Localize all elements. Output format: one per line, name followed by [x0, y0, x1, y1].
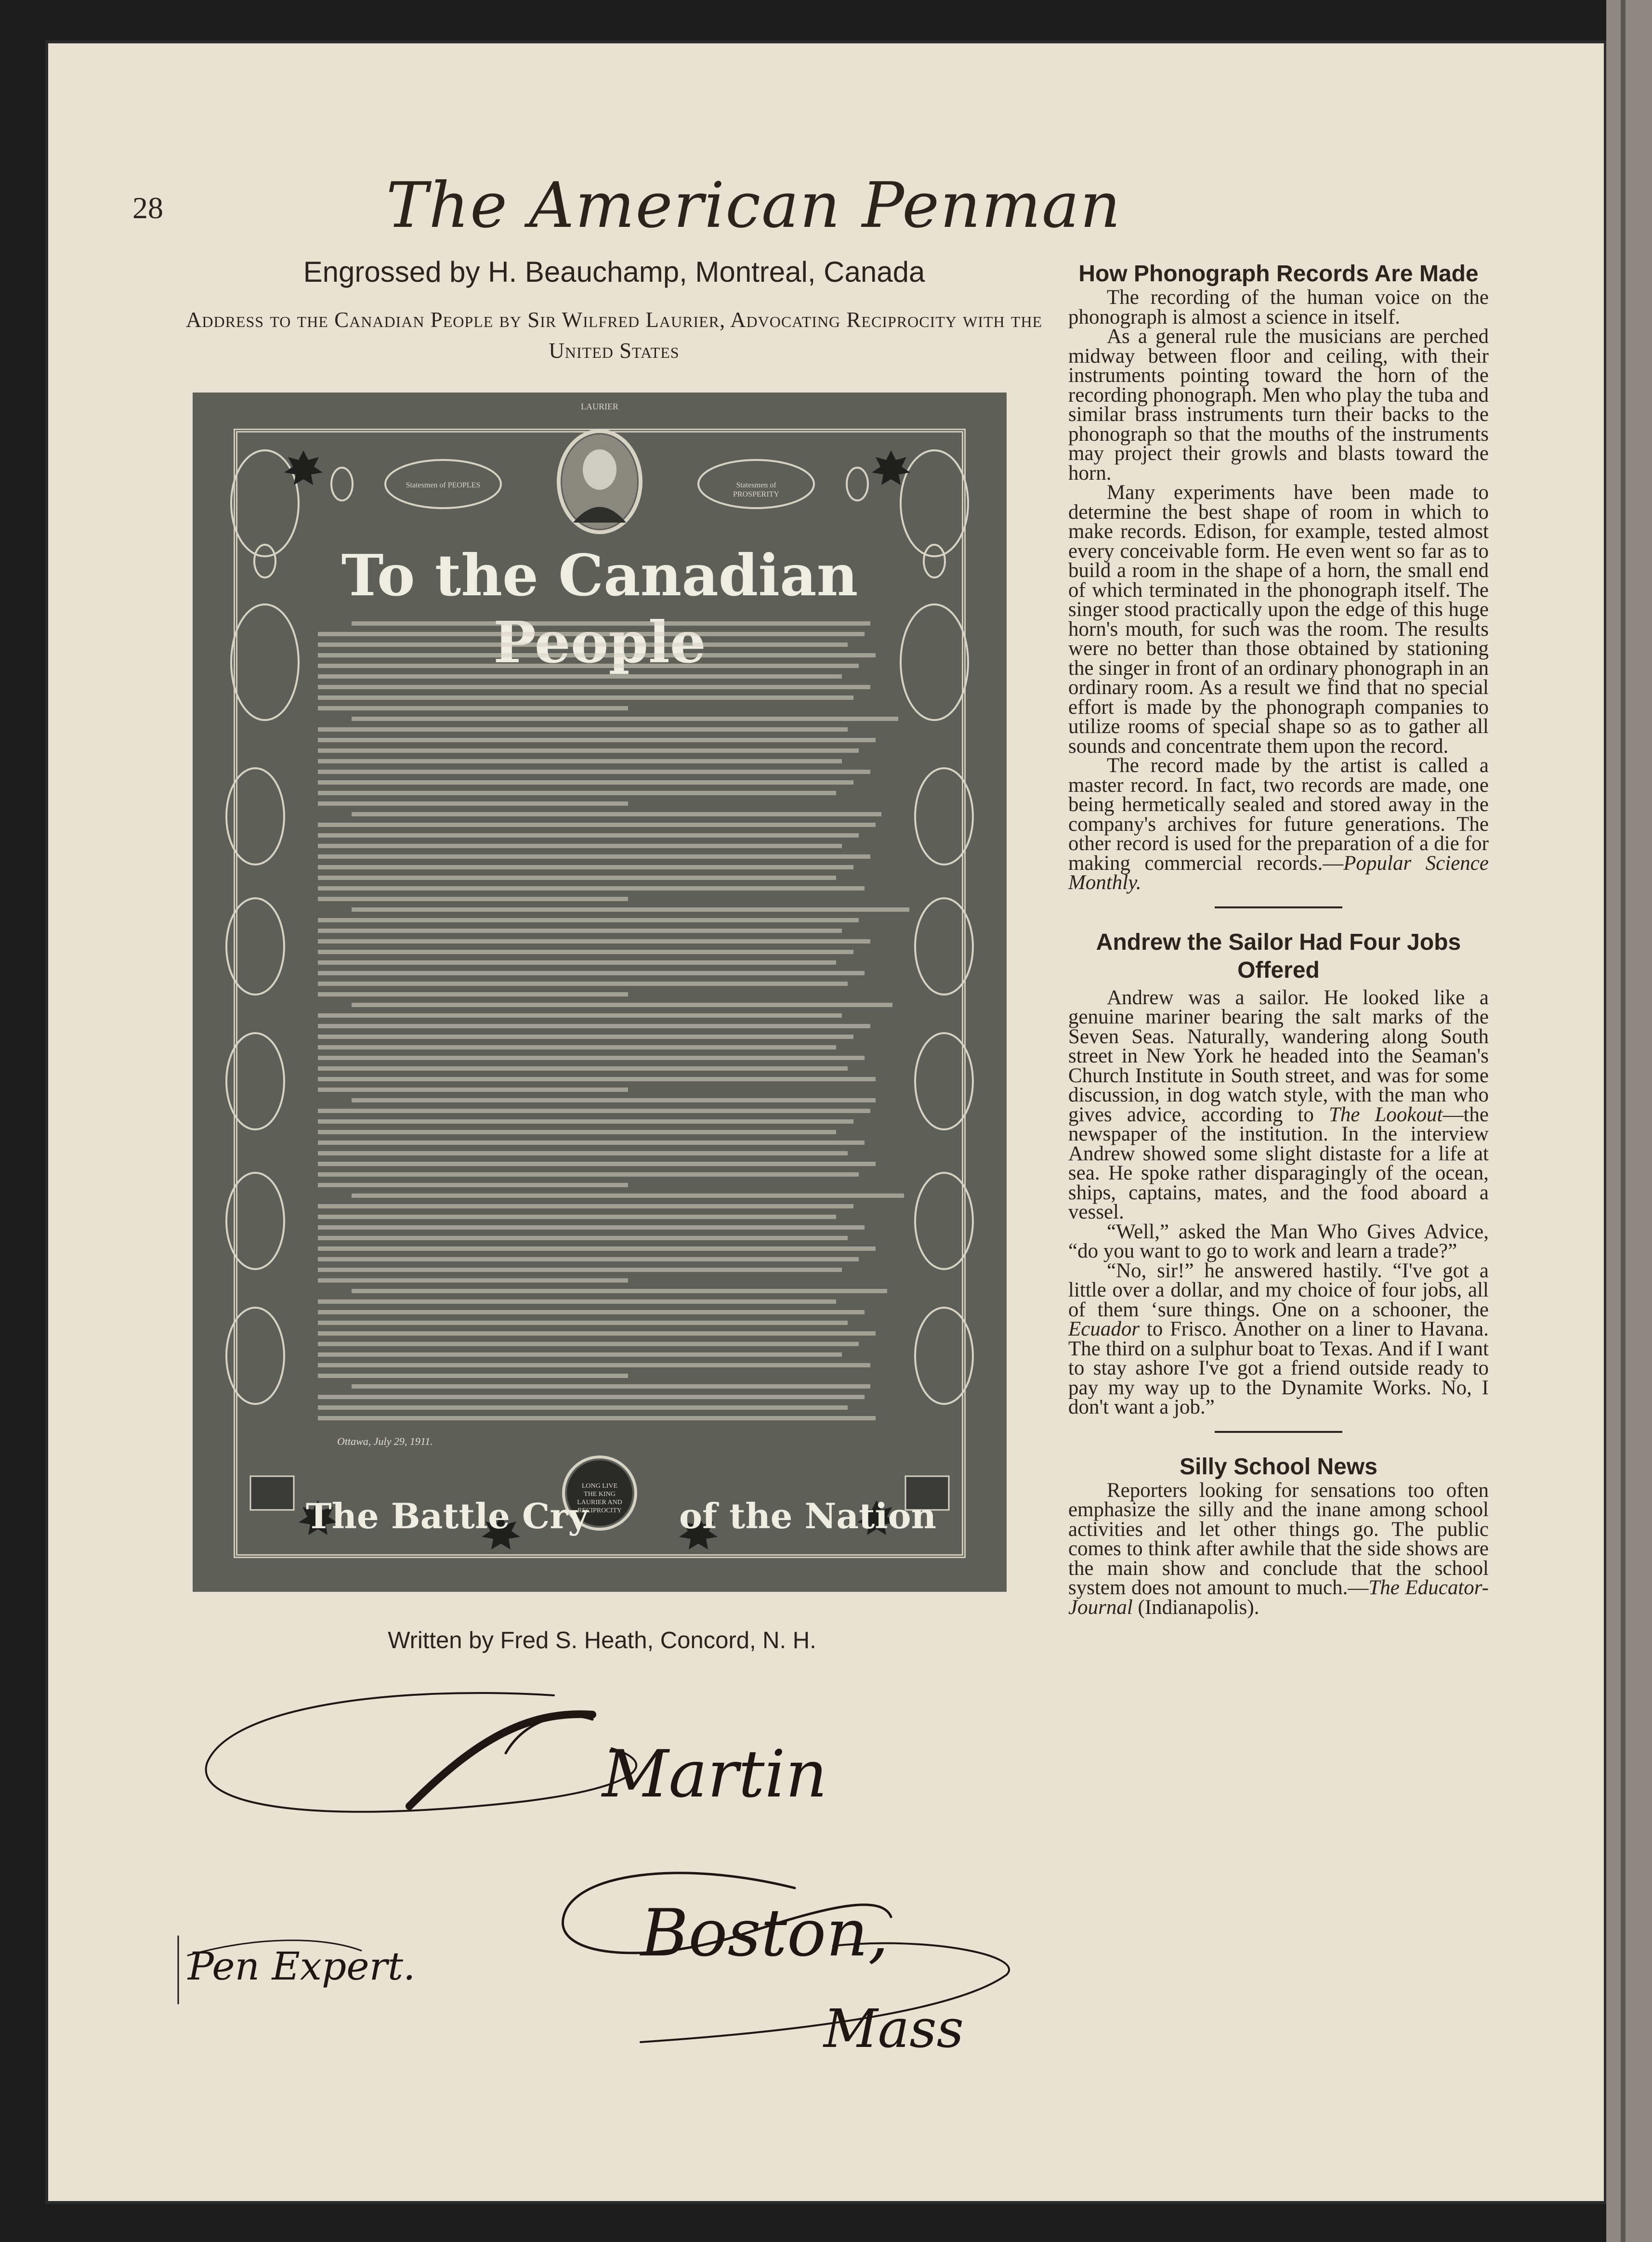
section-divider	[1215, 906, 1342, 908]
signature-city: Boston,	[641, 1895, 889, 1971]
engraving-script-line	[318, 1331, 876, 1336]
article-paragraph: The recording of the human voice on the phonograph is almost a science in itself.	[1068, 286, 1489, 328]
engrossed-address-image	[193, 393, 1007, 1592]
signature-state: Mass	[824, 1998, 964, 2059]
engraving-body-text	[318, 621, 881, 1421]
engraving-script-line	[318, 1130, 836, 1134]
engraving-script-line	[318, 1183, 628, 1187]
signature-flourish	[159, 1666, 1074, 2071]
engraving-script-line	[318, 992, 628, 996]
engraving-script-line	[318, 1077, 876, 1081]
article-paragraph	[1068, 1481, 1489, 1618]
engraving-script-line	[318, 1045, 836, 1049]
engraving-script-line	[318, 844, 842, 848]
engraving-script-line	[352, 1003, 892, 1007]
engraving-script-line	[318, 1151, 848, 1155]
engraving-script-line	[318, 1299, 836, 1304]
engraving-caption: Written by Fred S. Heath, Concord, N. H.	[388, 1627, 816, 1653]
engraving-script-line	[318, 865, 853, 869]
paragraph-text: The record made by the artist is called a master record. In fact, two records are made, one being hermetically sealed and stored away in the company's archives for future generations. The other record is used for the preparation of a die for making commercial records.—	[1068, 754, 1489, 875]
binding-edge	[1606, 0, 1652, 2242]
article-heading-phonograph: How Phonograph Records Are Made	[1078, 261, 1479, 287]
engraving-script-line	[318, 950, 853, 954]
paragraph-text: —the newspaper of the institution. In the interview Andrew showed some slight distaste for a life at sea. He spoke rather disparagingly of the ocean, ships, captains, mates, and the food aboard a vessel.	[1068, 1103, 1489, 1223]
engraving-script-line	[318, 1141, 865, 1145]
engraving-script-line	[318, 1109, 870, 1113]
engraving-script-line	[318, 1278, 628, 1283]
engraving-script-line	[318, 823, 876, 827]
engraving-script-line	[318, 653, 876, 657]
masthead-title: The American Penman	[386, 169, 1122, 242]
article-paragraph	[1068, 988, 1489, 1222]
engraving-script-line	[318, 1236, 848, 1240]
engraving-script-line	[318, 748, 859, 753]
engraving-script-line	[318, 1225, 865, 1230]
article-source: The Educator-Journal	[1068, 1576, 1489, 1619]
paragraph-text: to Frisco. Another on a liner to Havana. The third on a sulphur boat to Texas. And if I want to stay ashore I've got a friend outside ready to pay my way up to the Dynamite Works. No, I don't want a job.”	[1068, 1318, 1489, 1418]
engraving-script-line	[352, 717, 898, 721]
engraving-script-line	[318, 674, 842, 679]
engraving-script-line	[318, 1119, 853, 1124]
article-paragraph: As a general rule the musicians are perched midway between floor and ceiling, with their instruments pointing toward the horn of the recording phonograph. Men who play the tuba and similar brass instruments turn their backs to the phonograph so that the mouths of the instruments may project their growls and blasts toward the horn.	[1068, 325, 1489, 485]
engraving-script-line	[318, 759, 842, 763]
article-source: Popular Science Monthly.	[1068, 852, 1489, 894]
engraving-script-line	[352, 621, 870, 626]
engraving-script-line	[318, 706, 628, 710]
article-paragraph	[1068, 756, 1489, 893]
engraving-date: Ottawa, July 29, 1911.	[337, 1435, 433, 1447]
engraving-script-line	[352, 1098, 876, 1102]
engraving-cartouche-left: Statesmen of PEOPLES	[406, 481, 481, 489]
engraving-script-line	[318, 960, 836, 965]
engraving-script-line	[318, 971, 865, 975]
section-divider	[1215, 1431, 1342, 1433]
engraving-script-line	[318, 685, 870, 689]
newspaper-name: The Lookout	[1328, 1103, 1443, 1126]
engraving-script-line	[318, 1162, 876, 1166]
engraving-script-line	[318, 886, 865, 891]
engraving-script-line	[318, 791, 836, 795]
engraving-script-line	[352, 812, 881, 816]
article-paragraph: Many experiments have been made to determine the best shape of room in which to make records. Edison, for example, tested almost every conceivable form. He even went so far as to build a room in the shape of a horn, the small end of which terminated in the phonograph itself. The singer stood practically upon the edge of this huge horn's mouth, for such was the room. The results were no better than those obtained by stationing the singer in front of an ordinary phonograph in an ordinary room. As a result we find that no special effort is made by the phonograph companies to utilize rooms of special shape so as to gather all sounds and concentrate them upon the record.	[1068, 481, 1489, 758]
paragraph-text: Reporters looking for sensations too often emphasize the silly and the inane among school activities and let other things go. The public comes to think after awhile that the side shows are the main show and conclude that the school system does not amount to much.—	[1068, 1479, 1489, 1599]
engraving-script-line	[318, 770, 870, 774]
engraving-script-line	[318, 1352, 842, 1357]
engraving-script-line	[318, 1374, 628, 1378]
paragraph-text: Andrew was a sailor. He looked like a genuine mariner bearing the salt marks of the Seven Seas. Naturally, wandering along South street in New York he headed into the Seaman's Church Institute in South street, and was for some discussion, in dog watch style, with the man who gives advice, according to	[1068, 986, 1489, 1126]
engraving-script-line	[318, 918, 859, 922]
paragraph-text: “No, sir!” he answered hastily. “I've got a little over a dollar, and my choice of four jobs, all of them ‘sure things. One on a schooner, the	[1068, 1259, 1489, 1321]
engraving-script-line	[318, 727, 848, 732]
engraving-script-line	[318, 664, 859, 668]
engraving-script-line	[318, 738, 876, 742]
engraving-footer-right: of the Nation	[679, 1495, 936, 1536]
engraving-script-line	[318, 1363, 870, 1367]
ship-name: Ecuador	[1068, 1318, 1140, 1340]
engraving-script-line	[318, 1268, 842, 1272]
engraving-script-line	[318, 1310, 865, 1314]
page-number: 28	[132, 191, 163, 225]
engraving-subheading: Address to the Canadian People by Sir Wilfred Laurier, Advocating Reciprocity with the United States	[185, 308, 1043, 363]
engraving-script-line	[318, 1342, 859, 1346]
article-paragraph	[1068, 1261, 1489, 1417]
engraving-script-line	[318, 632, 865, 636]
engraving-seal-text: LONG LIVE THE KING LAURIER AND RECIPROCITY	[577, 1482, 622, 1514]
engraving-script-line	[318, 982, 848, 986]
engraving-script-line	[318, 780, 853, 785]
engraving-script-line	[318, 642, 848, 647]
engraving-script-line	[318, 1395, 865, 1399]
signature-name: Martin	[602, 1736, 827, 1812]
engraving-script-line	[318, 1172, 859, 1177]
engraving-script-line	[318, 1088, 628, 1092]
engraving-script-line	[318, 854, 870, 859]
engraving-title: To the Canadian	[341, 542, 858, 609]
engraving-script-line	[318, 1066, 848, 1071]
engraving-script-line	[318, 801, 628, 806]
engraving-script-line	[318, 1257, 859, 1261]
engraving-script-line	[318, 939, 870, 944]
engraving-script-line	[318, 833, 859, 838]
binding-shadow	[1621, 0, 1626, 2242]
engraving-script-line	[318, 1204, 853, 1208]
engraving-heading: Engrossed by H. Beauchamp, Montreal, Canada	[303, 256, 925, 288]
engraving-script-line	[318, 897, 628, 901]
engraving-script-line	[318, 1405, 848, 1410]
engraving-script-line	[318, 1056, 865, 1060]
right-column	[1068, 260, 1489, 1617]
engraving-cartouche-right: Statesmen of PROSPERITY	[733, 481, 780, 498]
engraving-script-line	[318, 1215, 836, 1219]
article-heading-school-news: Silly School News	[1180, 1454, 1377, 1480]
engraving-top-label: LAURIER	[581, 402, 618, 411]
engraving-script-line	[352, 1289, 887, 1293]
engraving-script-line	[318, 929, 842, 933]
engraving-script-line	[318, 1246, 876, 1251]
engraving-script-line	[318, 1321, 848, 1325]
engraving-script-line	[318, 695, 853, 700]
engraving-script-line	[318, 1013, 842, 1018]
engraving-script-line	[352, 1193, 904, 1198]
engraving-footer-left: The Battle Cry	[306, 1495, 589, 1536]
engraving-script-line	[318, 1416, 876, 1420]
engraving-script-line	[318, 1024, 870, 1028]
engraving-script-line	[318, 1035, 853, 1039]
engraving-script-line	[352, 907, 909, 912]
engraving-script-line	[352, 1384, 870, 1389]
article-heading-andrew: Andrew the Sailor Had Four Jobs Offered	[1096, 929, 1461, 983]
signature-title: Pen Expert.	[188, 1944, 416, 1989]
paragraph-text: (Indianapolis).	[1132, 1596, 1259, 1619]
article-paragraph: “Well,” asked the Man Who Gives Advice, “do you want to go to work and learn a trade?”	[1068, 1220, 1489, 1262]
engraving-script-line	[318, 876, 836, 880]
